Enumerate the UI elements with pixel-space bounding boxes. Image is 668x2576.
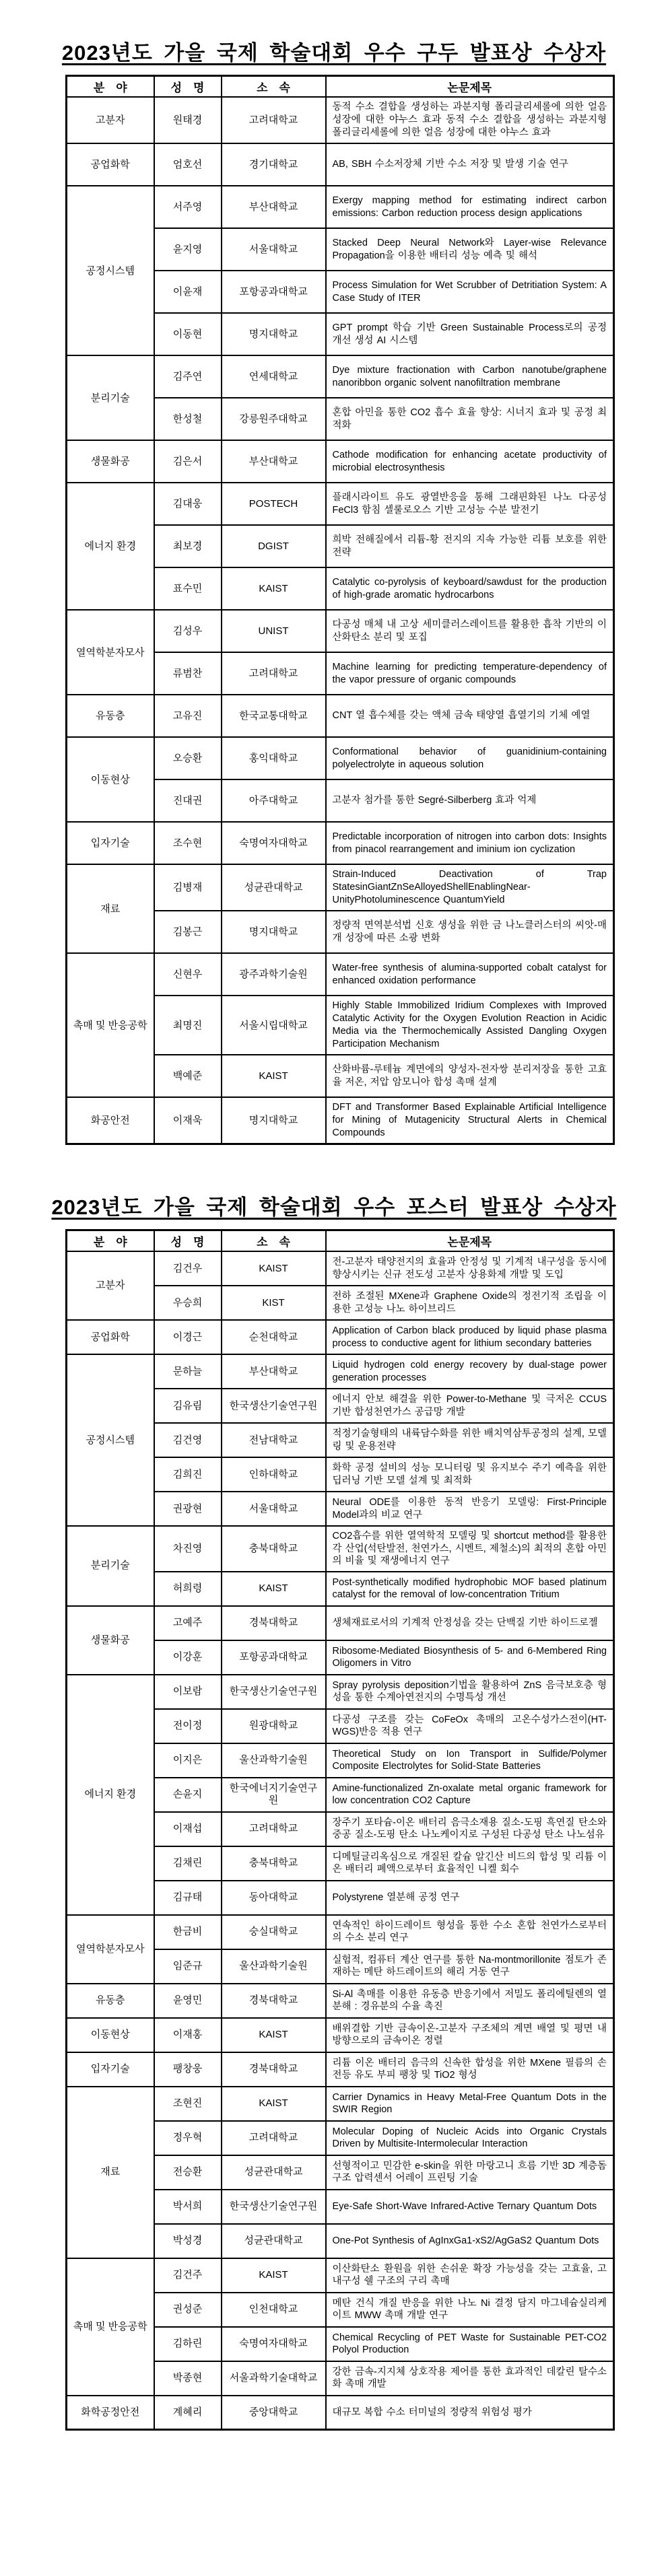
name-cell: 이경근 bbox=[154, 1320, 222, 1354]
name-cell: 원태경 bbox=[154, 97, 222, 143]
table-row bbox=[67, 186, 614, 228]
affiliation-cell: 포항공과대학교 bbox=[222, 271, 326, 313]
field-cell: 고분자 bbox=[67, 97, 154, 143]
paper-title-cell: 연속적인 하이드레이트 형성을 통한 수소 혼합 천연가스로부터의 수소 분리 연구 bbox=[326, 1915, 614, 1949]
name-cell: 조현진 bbox=[154, 2087, 222, 2121]
name-cell: 이강훈 bbox=[154, 1640, 222, 1675]
name-cell: 차진영 bbox=[154, 1526, 222, 1572]
affiliation-cell: KIST bbox=[222, 1286, 326, 1320]
affiliation-cell: 전남대학교 bbox=[222, 1423, 326, 1457]
name-cell: 김건우 bbox=[154, 1251, 222, 1286]
name-cell: 한성철 bbox=[154, 398, 222, 440]
paper-title-cell: 장주기 포타슘-이온 배터리 음극소재용 질소-도핑 흑연질 탄소와 중공 질소-도핑 탄소 나노케이지로 구성된 다공성 탄소 나노섬유 bbox=[326, 1812, 614, 1846]
paper-title-cell: GPT prompt 학습 기반 Green Sustainable Process로의 공정 개선 생성 AI 시스템 bbox=[326, 313, 614, 355]
name-cell: 허희령 bbox=[154, 1572, 222, 1606]
name-cell: 이재욱 bbox=[154, 1097, 222, 1144]
affiliation-cell: 경북대학교 bbox=[222, 1606, 326, 1640]
field-cell: 유동층 bbox=[67, 1984, 154, 2018]
affiliation-cell: UNIST bbox=[222, 610, 326, 652]
paper-title-cell: 희박 전해질에서 리튬-황 전지의 지속 가능한 리튬 보호를 위한 전략 bbox=[326, 525, 614, 567]
field-cell: 분리기술 bbox=[67, 355, 154, 440]
field-cell: 공정시스템 bbox=[67, 186, 154, 355]
paper-title-cell: Stacked Deep Neural Network와 Layer-wise Relevance Propagation을 이용한 배터리 성능 예측 및 해석 bbox=[326, 228, 614, 271]
paper-title-cell: 산화바륨-루테늄 계면에의 양성자-전자쌍 분리저장을 통한 고효율 저온, 저압 암모니아 합성 촉매 설계 bbox=[326, 1055, 614, 1097]
affiliation-cell: 원광대학교 bbox=[222, 1709, 326, 1743]
table-row bbox=[67, 1354, 614, 1389]
name-cell: 전이정 bbox=[154, 1709, 222, 1743]
paper-title-cell: 다공성 매체 내 고상 세미클러스레이트를 활용한 흡착 기반의 이산화탄소 분리 및 포집 bbox=[326, 610, 614, 652]
field-cell: 고분자 bbox=[67, 1251, 154, 1320]
affiliation-cell: 서울과학기술대학교 bbox=[222, 2361, 326, 2396]
table-row bbox=[67, 1606, 614, 1640]
column-header-2: 소 속 bbox=[222, 76, 326, 98]
affiliation-cell: 한국생산기술연구원 bbox=[222, 2190, 326, 2224]
field-cell: 생물화공 bbox=[67, 1606, 154, 1675]
name-cell: 김대웅 bbox=[154, 483, 222, 525]
table-row bbox=[67, 97, 614, 143]
table-row bbox=[67, 1915, 614, 1949]
name-cell: 김하린 bbox=[154, 2327, 222, 2361]
name-cell: 임준규 bbox=[154, 1949, 222, 1984]
paper-title-cell: Post-synthetically modified hydrophobic MOF based platinum catalyst for the removal of low-concentration Tritium bbox=[326, 1572, 614, 1606]
column-header-3: 논문제목 bbox=[326, 76, 614, 98]
poster-award-section bbox=[0, 1195, 668, 2431]
name-cell: 김건주 bbox=[154, 2258, 222, 2293]
paper-title-cell: 동적 수소 결합을 생성하는 과분지형 폴리글리세롤에 의한 얼음 성장에 대한 야누스 효과 동적 수소 결합을 생성하는 과분지형 폴리글리세롤에 의한 얼음 성장에 대한 야누스 효과 bbox=[326, 97, 614, 143]
name-cell: 이지은 bbox=[154, 1743, 222, 1778]
affiliation-cell: 경북대학교 bbox=[222, 2052, 326, 2087]
affiliation-cell: 성균관대학교 bbox=[222, 864, 326, 911]
affiliation-cell: 연세대학교 bbox=[222, 355, 326, 398]
paper-title-cell: Strain-Induced Deactivation of Trap StatesinGiantZnSeAlloyedShellEnablingNear-UnityPhotoluminescence QuantumYield bbox=[326, 864, 614, 911]
paper-title-cell: Liquid hydrogen cold energy recovery by dual-stage power generation processes bbox=[326, 1354, 614, 1389]
name-cell: 김건영 bbox=[154, 1423, 222, 1457]
field-cell: 공업화학 bbox=[67, 1320, 154, 1354]
name-cell: 백예준 bbox=[154, 1055, 222, 1097]
field-cell: 에너지 환경 bbox=[67, 483, 154, 610]
paper-title-cell: CNT 열 흡수체를 갖는 액체 금속 태양열 흡열기의 기체 예열 bbox=[326, 695, 614, 737]
paper-title-cell: Polystyrene 열분해 공정 연구 bbox=[326, 1881, 614, 1915]
paper-title-cell: 이산화탄소 환원을 위한 손쉬운 확장 가능성을 갖는 고효율, 고내구성 쉘 구조의 구리 촉매 bbox=[326, 2258, 614, 2293]
name-cell: 최보경 bbox=[154, 525, 222, 567]
paper-title-cell: 다공성 구조를 갖는 CoFeOx 촉매의 고온수성가스전이(HT-WGS)반응 적용 연구 bbox=[326, 1709, 614, 1743]
paper-title-cell: 대규모 복합 수소 터미널의 정량적 위험성 평가 bbox=[326, 2396, 614, 2430]
name-cell: 고유진 bbox=[154, 695, 222, 737]
table-row bbox=[67, 2052, 614, 2087]
paper-title-cell: Conformational behavior of guanidinium-containing polyelectrolyte in aqueous solution bbox=[326, 737, 614, 779]
paper-title-cell: Amine-functionalized Zn-oxalate metal organic framework for low concentration CO2 Capture bbox=[326, 1778, 614, 1812]
affiliation-cell: 숙명여자대학교 bbox=[222, 822, 326, 864]
table-row bbox=[67, 737, 614, 779]
table-row bbox=[67, 355, 614, 398]
paper-title-cell: AB, SBH 수소저장체 기반 수소 저장 및 발생 기술 연구 bbox=[326, 143, 614, 186]
name-cell: 권성준 bbox=[154, 2293, 222, 2327]
name-cell: 이재섭 bbox=[154, 1812, 222, 1846]
name-cell: 김채린 bbox=[154, 1846, 222, 1881]
paper-title-cell: Exergy mapping method for estimating indirect carbon emissions: Carbon reduction process design applications bbox=[326, 186, 614, 228]
affiliation-cell: 부산대학교 bbox=[222, 440, 326, 483]
column-header-0: 분 야 bbox=[67, 76, 154, 98]
affiliation-cell: POSTECH bbox=[222, 483, 326, 525]
paper-title-cell: 생체재료로서의 기계적 안정성을 갖는 단백질 기반 하이드로젤 bbox=[326, 1606, 614, 1640]
paper-title-cell: Water-free synthesis of alumina-supported cobalt catalyst for enhanced oxidation performance bbox=[326, 953, 614, 996]
paper-title-cell: One-Pot Synthesis of AgInxGa1-xS2/AgGaS2 Quantum Dots bbox=[326, 2224, 614, 2258]
name-cell: 윤영민 bbox=[154, 1984, 222, 2018]
name-cell: 박종현 bbox=[154, 2361, 222, 2396]
name-cell: 팽창웅 bbox=[154, 2052, 222, 2087]
affiliation-cell: 포항공과대학교 bbox=[222, 1640, 326, 1675]
oral-award-table bbox=[65, 75, 615, 1145]
paper-title-cell: Highly Stable Immobilized Iridium Complexes with Improved Catalytic Activity for the Oxygen Evolution Reaction in Acidic Media via the Thermochemically Assisted Dangling Oxygen Participation Mechanism bbox=[326, 996, 614, 1055]
affiliation-cell: 인천대학교 bbox=[222, 2293, 326, 2327]
table-row bbox=[67, 483, 614, 525]
paper-title-cell: Process Simulation for Wet Scrubber of Detritiation System: A Case Study of ITER bbox=[326, 271, 614, 313]
name-cell: 오승환 bbox=[154, 737, 222, 779]
table-row bbox=[67, 822, 614, 864]
paper-title-cell: 혼합 아민을 통한 CO2 흡수 효율 향상: 시너지 효과 및 공정 최적화 bbox=[326, 398, 614, 440]
affiliation-cell: 한국생산기술연구원 bbox=[222, 1675, 326, 1709]
affiliation-cell: 충북대학교 bbox=[222, 1846, 326, 1881]
affiliation-cell: DGIST bbox=[222, 525, 326, 567]
paper-title-cell: 선형적이고 민감한 e-skin을 위한 마랑고니 흐름 기반 3D 계층돔 구조 압력센서 어레이 프린팅 기술 bbox=[326, 2155, 614, 2190]
paper-title-cell: 실험적, 컴퓨터 계산 연구를 통한 Na-montmorillonite 점토가 존재하는 메탄 하드레이트의 해리 거동 연구 bbox=[326, 1949, 614, 1984]
paper-title-cell: 리튬 이온 배터리 음극의 신속한 합성을 위한 MXene 필름의 손전등 유도 부피 팽창 및 TiO2 형성 bbox=[326, 2052, 614, 2087]
affiliation-cell: 고려대학교 bbox=[222, 97, 326, 143]
name-cell: 이보람 bbox=[154, 1675, 222, 1709]
name-cell: 진대권 bbox=[154, 779, 222, 822]
column-header-2: 소 속 bbox=[222, 1230, 326, 1252]
paper-title-cell: 배위결합 기반 금속이온-고분자 구조체의 계면 배열 및 평면 내 방향으로의 금속이온 정렬 bbox=[326, 2018, 614, 2052]
paper-title-cell: 전-고분자 태양전지의 효율과 안정성 및 기계적 내구성을 동시에 향상시키는 신규 전도성 고분자 상용화제 개발 및 도입 bbox=[326, 1251, 614, 1286]
affiliation-cell: 충북대학교 bbox=[222, 1526, 326, 1572]
name-cell: 조수현 bbox=[154, 822, 222, 864]
name-cell: 최명진 bbox=[154, 996, 222, 1055]
field-cell: 에너지 환경 bbox=[67, 1675, 154, 1915]
paper-title-cell: DFT and Transformer Based Explainable Artificial Intelligence for Mining of Mutagenicity Structural Alerts in Chemical Compounds bbox=[326, 1097, 614, 1144]
affiliation-cell: 동아대학교 bbox=[222, 1881, 326, 1915]
affiliation-cell: 성균관대학교 bbox=[222, 2155, 326, 2190]
affiliation-cell: 명지대학교 bbox=[222, 911, 326, 953]
name-cell: 서주영 bbox=[154, 186, 222, 228]
affiliation-cell: 부산대학교 bbox=[222, 1354, 326, 1389]
affiliation-cell: 광주과학기술원 bbox=[222, 953, 326, 996]
affiliation-cell: KAIST bbox=[222, 1055, 326, 1097]
column-header-3: 논문제목 bbox=[326, 1230, 614, 1252]
name-cell: 김주연 bbox=[154, 355, 222, 398]
name-cell: 김병재 bbox=[154, 864, 222, 911]
name-cell: 이동현 bbox=[154, 313, 222, 355]
paper-title-cell: 고분자 첨가를 통한 Segré-Silberberg 효과 억제 bbox=[326, 779, 614, 822]
affiliation-cell: 성균관대학교 bbox=[222, 2224, 326, 2258]
paper-title-cell: 적정기술형태의 내륙담수화를 위한 배치역삼투공정의 설계, 모델링 및 운용전략 bbox=[326, 1423, 614, 1457]
affiliation-cell: 홍익대학교 bbox=[222, 737, 326, 779]
affiliation-cell: 고려대학교 bbox=[222, 1812, 326, 1846]
column-header-0: 분 야 bbox=[67, 1230, 154, 1252]
table-row bbox=[67, 1251, 614, 1286]
name-cell: 김희진 bbox=[154, 1457, 222, 1492]
paper-title-cell: 화학 공정 설비의 성능 모니터링 및 유지보수 주기 예측을 위한 딥러닝 기반 모델 설계 및 최적화 bbox=[326, 1457, 614, 1492]
paper-title-cell: Eye-Safe Short-Wave Infrared-Active Ternary Quantum Dots bbox=[326, 2190, 614, 2224]
table-row bbox=[67, 2396, 614, 2430]
affiliation-cell: 서울대학교 bbox=[222, 228, 326, 271]
affiliation-cell: 중앙대학교 bbox=[222, 2396, 326, 2430]
field-cell: 촉매 및 반응공학 bbox=[67, 2258, 154, 2396]
table-row bbox=[67, 695, 614, 737]
paper-title-cell: Application of Carbon black produced by liquid phase plasma process to conductive agent for lithium secondary batteries bbox=[326, 1320, 614, 1354]
name-cell: 손윤지 bbox=[154, 1778, 222, 1812]
field-cell: 분리기술 bbox=[67, 1526, 154, 1606]
field-cell: 생물화공 bbox=[67, 440, 154, 483]
paper-title-cell: Carrier Dynamics in Heavy Metal-Free Quantum Dots in the SWIR Region bbox=[326, 2087, 614, 2121]
name-cell: 류범찬 bbox=[154, 652, 222, 695]
paper-title-cell: 디메틸글리옥심으로 개질된 칼슘 알긴산 비드의 합성 및 리튬 이온 배터리 폐액으로부터 효율적인 니켈 회수 bbox=[326, 1846, 614, 1881]
poster-award-table bbox=[65, 1229, 615, 2431]
field-cell: 이동현상 bbox=[67, 2018, 154, 2052]
paper-title-cell: Cathode modification for enhancing acetate productivity of microbial electrosynthesis bbox=[326, 440, 614, 483]
table-row bbox=[67, 1675, 614, 1709]
table-row bbox=[67, 610, 614, 652]
paper-title-cell: CO2흡수를 위한 열역학적 모델링 및 shortcut method를 활용한 각 산업(석탄발전, 천연가스, 시멘트, 제철소)의 최적의 혼합 아민의 비율 및 재생에너지 연구 bbox=[326, 1526, 614, 1572]
affiliation-cell: 명지대학교 bbox=[222, 313, 326, 355]
field-cell: 화학공정안전 bbox=[67, 2396, 154, 2430]
paper-title-cell: Catalytic co-pyrolysis of keyboard/sawdust for the production of high-grade aromatic hydrocarbons bbox=[326, 567, 614, 610]
paper-title-cell: Predictable incorporation of nitrogen into carbon dots: Insights from pinacol rearrangement and iminium ion cyclization bbox=[326, 822, 614, 864]
paper-title-cell: 강한 금속-지지체 상호작용 제어를 통한 효과적인 데칼린 탈수소화 촉매 개발 bbox=[326, 2361, 614, 2396]
affiliation-cell: KAIST bbox=[222, 1251, 326, 1286]
column-header-1: 성 명 bbox=[154, 76, 222, 98]
name-cell: 박성경 bbox=[154, 2224, 222, 2258]
oral-award-section bbox=[0, 40, 668, 1145]
name-cell: 계혜리 bbox=[154, 2396, 222, 2430]
affiliation-cell: 한국생산기술연구원 bbox=[222, 1389, 326, 1423]
table-row bbox=[67, 1984, 614, 2018]
affiliation-cell: 순천대학교 bbox=[222, 1320, 326, 1354]
table-row bbox=[67, 2087, 614, 2121]
affiliation-cell: KAIST bbox=[222, 1572, 326, 1606]
affiliation-cell: 부산대학교 bbox=[222, 186, 326, 228]
name-cell: 정우혁 bbox=[154, 2121, 222, 2155]
table-row bbox=[67, 864, 614, 911]
table-row bbox=[67, 1320, 614, 1354]
field-cell: 화공안전 bbox=[67, 1097, 154, 1144]
name-cell: 표수민 bbox=[154, 567, 222, 610]
paper-title-cell: Si-Al 촉매를 이용한 유동층 반응기에서 저밀도 폴리에틸렌의 열분해 : 경유분의 수율 촉진 bbox=[326, 1984, 614, 2018]
name-cell: 한금비 bbox=[154, 1915, 222, 1949]
name-cell: 김유림 bbox=[154, 1389, 222, 1423]
header-row bbox=[67, 1230, 614, 1252]
field-cell: 열역학분자모사 bbox=[67, 1915, 154, 1984]
affiliation-cell: 인하대학교 bbox=[222, 1457, 326, 1492]
name-cell: 엄호선 bbox=[154, 143, 222, 186]
table-row bbox=[67, 1526, 614, 1572]
field-cell: 이동현상 bbox=[67, 737, 154, 822]
affiliation-cell: 고려대학교 bbox=[222, 2121, 326, 2155]
table-row bbox=[67, 2258, 614, 2293]
field-cell: 공정시스템 bbox=[67, 1354, 154, 1526]
affiliation-cell: 강릉원주대학교 bbox=[222, 398, 326, 440]
name-cell: 신현우 bbox=[154, 953, 222, 996]
name-cell: 문하늘 bbox=[154, 1354, 222, 1389]
table-row bbox=[67, 440, 614, 483]
field-cell: 유동층 bbox=[67, 695, 154, 737]
affiliation-cell: 명지대학교 bbox=[222, 1097, 326, 1144]
affiliation-cell: 울산과학기술원 bbox=[222, 1743, 326, 1778]
field-cell: 재료 bbox=[67, 2087, 154, 2258]
header-row bbox=[67, 76, 614, 98]
name-cell: 전승환 bbox=[154, 2155, 222, 2190]
paper-title-cell: Neural ODE를 이용한 동적 반응기 모델링: First-Principle Model과의 비교 연구 bbox=[326, 1492, 614, 1526]
affiliation-cell: 고려대학교 bbox=[222, 652, 326, 695]
paper-title-cell: 에너지 안보 해결을 위한 Power-to-Methane 및 극저온 CCUS 기반 합성천연가스 공급망 개발 bbox=[326, 1389, 614, 1423]
oral-award-title: 2023년도 가을 국제 학술대회 우수 구두 발표상 수상자 bbox=[61, 41, 607, 65]
field-cell: 공업화학 bbox=[67, 143, 154, 186]
paper-title-cell: Ribosome-Mediated Biosynthesis of 5- and 6-Membered Ring Oligomers in Vitro bbox=[326, 1640, 614, 1675]
table-row bbox=[67, 2018, 614, 2052]
affiliation-cell: 서울대학교 bbox=[222, 1492, 326, 1526]
paper-title-cell: Dye mixture fractionation with Carbon nanotube/graphene nanoribbon organic solvent nanofiltration membrane bbox=[326, 355, 614, 398]
field-cell: 열역학분자모사 bbox=[67, 610, 154, 695]
name-cell: 권광현 bbox=[154, 1492, 222, 1526]
paper-title-cell: 전하 조절된 MXene과 Graphene Oxide의 정전기적 조립을 이용한 고성능 나노 하이브리드 bbox=[326, 1286, 614, 1320]
affiliation-cell: 아주대학교 bbox=[222, 779, 326, 822]
paper-title-cell: Theoretical Study on Ion Transport in Sulfide/Polymer Composite Electrolytes for Solid-State Batteries bbox=[326, 1743, 614, 1778]
paper-title-cell: Machine learning for predicting temperature-dependency of the vapor pressure of organic compounds bbox=[326, 652, 614, 695]
field-cell: 재료 bbox=[67, 864, 154, 953]
paper-title-cell: 정량적 면역분석법 신호 생성을 위한 금 나노클러스터의 씨앗-매개 성장에 따른 소광 변화 bbox=[326, 911, 614, 953]
name-cell: 김성우 bbox=[154, 610, 222, 652]
name-cell: 김은서 bbox=[154, 440, 222, 483]
field-cell: 입자기술 bbox=[67, 822, 154, 864]
affiliation-cell: KAIST bbox=[222, 2018, 326, 2052]
paper-title-cell: Molecular Doping of Nucleic Acids into Organic Crystals Driven by Multisite-Intermolecular Interaction bbox=[326, 2121, 614, 2155]
name-cell: 김봉근 bbox=[154, 911, 222, 953]
paper-title-cell: Spray pyrolysis deposition기법을 활용하여 ZnS 음극보호층 형성을 통한 수계아연전지의 수명특성 개선 bbox=[326, 1675, 614, 1709]
name-cell: 고예주 bbox=[154, 1606, 222, 1640]
field-cell: 입자기술 bbox=[67, 2052, 154, 2087]
affiliation-cell: 숙명여자대학교 bbox=[222, 2327, 326, 2361]
name-cell: 윤지영 bbox=[154, 228, 222, 271]
affiliation-cell: 경기대학교 bbox=[222, 143, 326, 186]
field-cell: 촉매 및 반응공학 bbox=[67, 953, 154, 1097]
table-row bbox=[67, 953, 614, 996]
table-row bbox=[67, 1097, 614, 1144]
column-header-1: 성 명 bbox=[154, 1230, 222, 1252]
name-cell: 이재홍 bbox=[154, 2018, 222, 2052]
name-cell: 우승희 bbox=[154, 1286, 222, 1320]
poster-award-title: 2023년도 가을 국제 학술대회 우수 포스터 발표상 수상자 bbox=[51, 1195, 617, 1220]
affiliation-cell: 서울시립대학교 bbox=[222, 996, 326, 1055]
table-row bbox=[67, 143, 614, 186]
affiliation-cell: 경북대학교 bbox=[222, 1984, 326, 2018]
name-cell: 이윤재 bbox=[154, 271, 222, 313]
affiliation-cell: 한국에너지기술연구원 bbox=[222, 1778, 326, 1812]
affiliation-cell: 숭실대학교 bbox=[222, 1915, 326, 1949]
affiliation-cell: KAIST bbox=[222, 567, 326, 610]
paper-title-cell: 메탄 건식 개질 반응을 위한 나노 Ni 결정 담지 마그네슘실리케이트 MWW 촉매 개발 연구 bbox=[326, 2293, 614, 2327]
name-cell: 김규태 bbox=[154, 1881, 222, 1915]
paper-title-cell: 플래시라이트 유도 광열반응을 통해 그래핀화된 나노 다공성 FeCl3 함침 셀룰로오스 기반 고성능 수분 발전기 bbox=[326, 483, 614, 525]
name-cell: 박서희 bbox=[154, 2190, 222, 2224]
affiliation-cell: KAIST bbox=[222, 2258, 326, 2293]
affiliation-cell: KAIST bbox=[222, 2087, 326, 2121]
paper-title-cell: Chemical Recycling of PET Waste for Sustainable PET-CO2 Polyol Production bbox=[326, 2327, 614, 2361]
affiliation-cell: 한국교통대학교 bbox=[222, 695, 326, 737]
affiliation-cell: 울산과학기술원 bbox=[222, 1949, 326, 1984]
